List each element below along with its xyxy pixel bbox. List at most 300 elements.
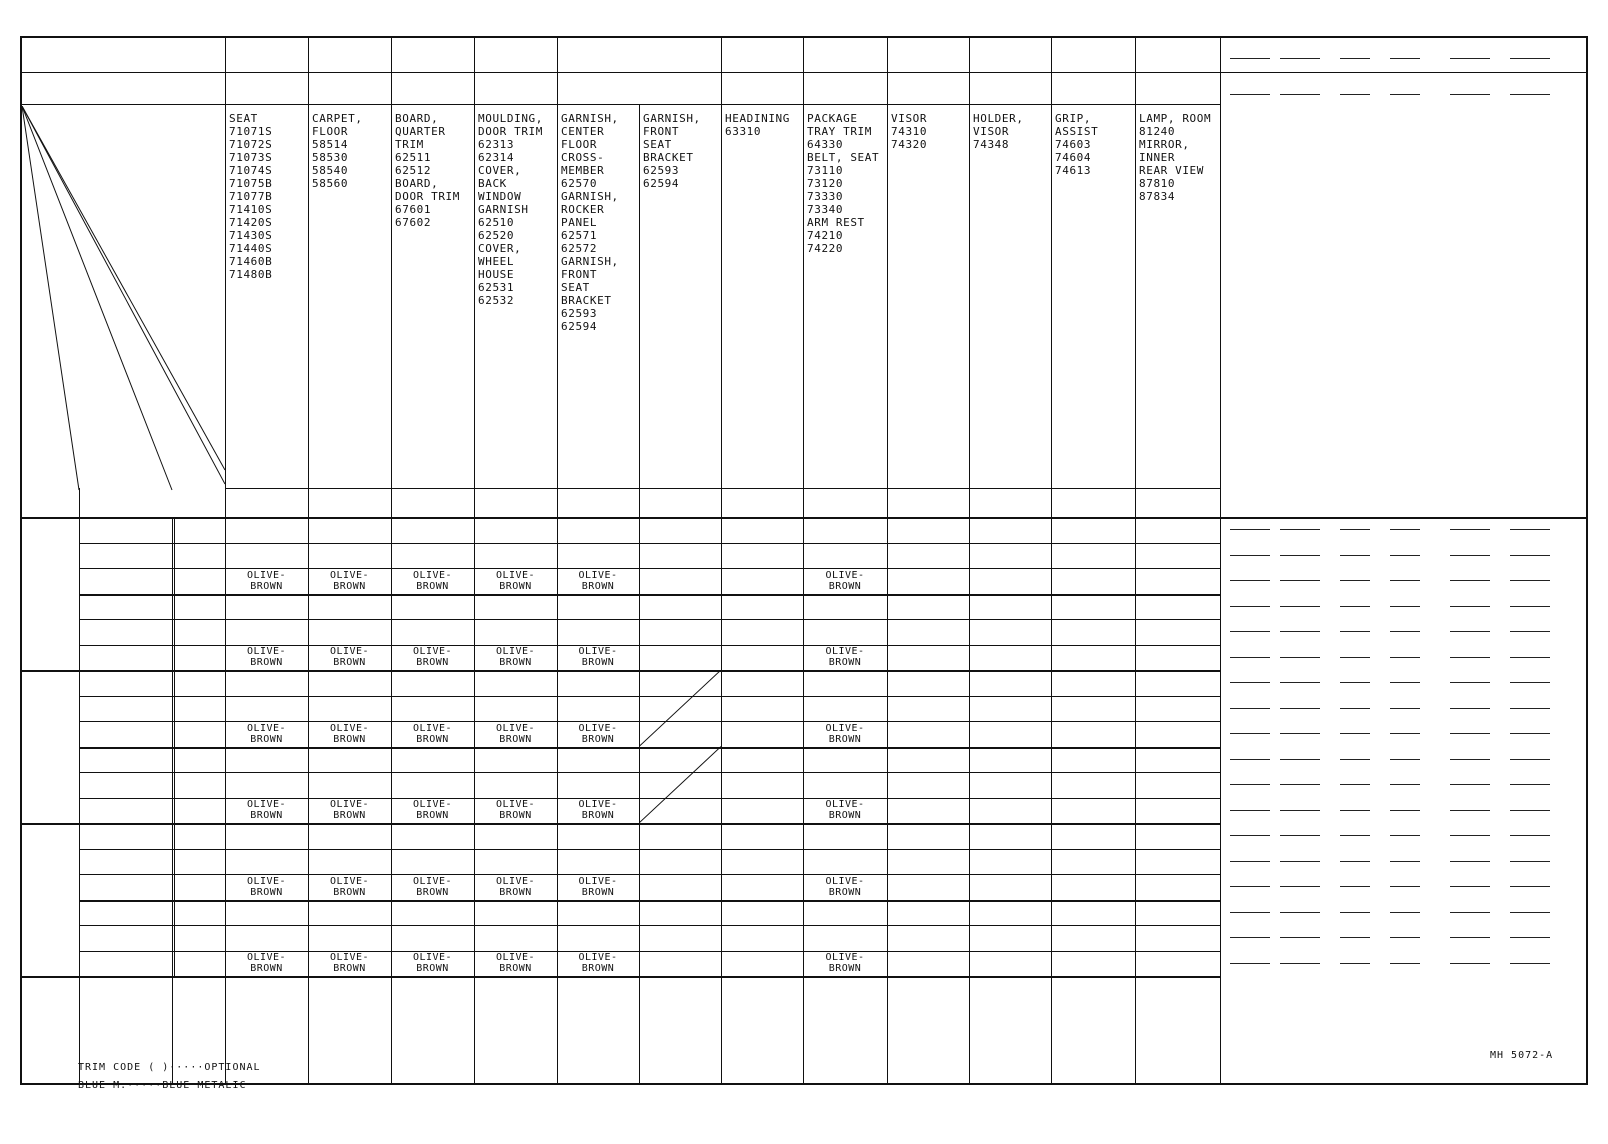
color-value	[1135, 849, 1220, 875]
color-value	[557, 670, 639, 696]
color-value	[391, 721, 474, 747]
parts-entry: TRIM	[395, 138, 424, 151]
column-prod-date	[969, 72, 1051, 104]
color-value	[225, 951, 308, 977]
seat-material	[174, 900, 225, 977]
color-value	[225, 925, 308, 951]
parts-entry: CARPET,	[312, 112, 363, 125]
color-value	[887, 849, 969, 875]
color-value-line: BROWN	[581, 733, 615, 745]
color-value	[803, 670, 887, 696]
color-value-line: OLIVE-	[578, 646, 618, 658]
parts-list-c11	[1139, 112, 1216, 203]
color-value	[308, 721, 391, 747]
color-value	[969, 772, 1051, 798]
color-value	[474, 772, 557, 798]
color-value-line: BROWN	[416, 963, 449, 975]
color-value	[969, 823, 1051, 849]
color-value	[1135, 619, 1220, 645]
color-value	[308, 951, 391, 977]
color-value-line: BROWN	[499, 657, 532, 669]
diagonal-line	[22, 106, 225, 484]
color-value	[969, 619, 1051, 645]
color-value	[1135, 670, 1220, 696]
color-value	[969, 874, 1051, 900]
blank-entry-line	[1390, 94, 1420, 95]
color-value	[803, 823, 887, 849]
parts-entry: 71410S	[229, 203, 273, 216]
rule-line	[22, 104, 1220, 105]
color-value	[308, 747, 391, 773]
color-value	[721, 543, 803, 569]
blank-entry-line	[1230, 529, 1270, 530]
color-value	[721, 721, 803, 747]
not-applicable-slashes	[639, 670, 721, 823]
color-value	[557, 798, 639, 824]
color-value-line: BROWN	[499, 733, 532, 745]
color-value	[474, 543, 557, 569]
blank-entry-line	[1280, 733, 1320, 734]
blank-entry-line	[1510, 861, 1550, 862]
color-value-line: OLIVE-	[825, 952, 865, 964]
color-value	[639, 568, 721, 594]
parts-entry: 62571	[561, 229, 598, 242]
color-value	[225, 747, 308, 773]
grade-name	[22, 517, 79, 670]
blank-entry-line	[1450, 810, 1490, 811]
parts-entry: 58560	[312, 177, 349, 190]
color-value	[474, 670, 557, 696]
color-value	[1135, 517, 1220, 543]
blank-entry-line	[1340, 937, 1370, 938]
parts-entry: 62532	[478, 294, 515, 307]
color-value	[474, 721, 557, 747]
color-value-line: OLIVE-	[495, 569, 536, 581]
color-value	[803, 874, 887, 900]
slash-line	[639, 747, 721, 824]
parts-entry: 62593	[643, 164, 680, 177]
trim-code	[79, 645, 172, 671]
color-value	[1135, 645, 1220, 671]
column-prod-date	[225, 72, 308, 104]
color-value	[803, 849, 887, 875]
color-value	[391, 594, 474, 620]
color-value	[721, 823, 803, 849]
color-value	[887, 517, 969, 543]
color-name-header	[1051, 488, 1135, 517]
prod-date-header	[22, 72, 225, 104]
blank-entry-line	[1280, 631, 1320, 632]
rule-line	[22, 976, 1220, 978]
blank-entry-line	[1230, 631, 1270, 632]
color-value-line: BROWN	[416, 580, 449, 592]
parts-list-c1	[229, 112, 304, 281]
parts-entry: SEAT	[643, 138, 672, 151]
parts-entry: 81240	[1139, 125, 1176, 138]
color-value-line: BROWN	[333, 810, 366, 822]
column-number	[721, 38, 803, 72]
color-value	[391, 517, 474, 543]
grade-name	[22, 823, 79, 976]
color-value-line: OLIVE-	[578, 875, 618, 887]
color-value	[225, 670, 308, 696]
blank-entry-line	[1450, 733, 1490, 734]
parts-entry: 71420S	[229, 216, 273, 229]
column-prod-date	[803, 72, 887, 104]
column-number	[391, 38, 474, 72]
color-value-line: OLIVE-	[495, 952, 536, 964]
color-value-line: BROWN	[250, 657, 283, 669]
blank-entry-line	[1230, 784, 1270, 785]
color-value	[887, 925, 969, 951]
color-value-line: BROWN	[333, 580, 366, 592]
parts-entry: 74320	[891, 138, 928, 151]
color-value	[1135, 772, 1220, 798]
document-code: MH 5072-A	[1490, 1050, 1554, 1061]
color-value	[308, 849, 391, 875]
no-header	[22, 38, 225, 72]
parts-entry: 62520	[478, 229, 515, 242]
color-value	[308, 823, 391, 849]
trim-code	[79, 900, 172, 926]
column-prod-date	[391, 72, 474, 104]
blank-entry-line	[1450, 529, 1490, 530]
parts-entry: 71077B	[229, 190, 273, 203]
color-value-line: OLIVE-	[825, 722, 865, 734]
color-value	[887, 900, 969, 926]
blank-entry-line	[1340, 861, 1370, 862]
color-value-line: BROWN	[581, 580, 615, 592]
color-value	[1051, 568, 1135, 594]
color-value	[721, 849, 803, 875]
color-value	[474, 645, 557, 671]
parts-list-c5b	[643, 112, 717, 190]
color-value	[803, 951, 887, 977]
parts-entry: GRIP,	[1055, 112, 1092, 125]
blank-entry-line	[1510, 606, 1550, 607]
parts-entry: ARM REST	[807, 216, 865, 229]
color-name-header	[639, 488, 721, 517]
parts-entry: 71430S	[229, 229, 273, 242]
footnote-blue-metalic: BLUE M.·····BLUE METALIC	[78, 1080, 247, 1091]
parts-entry: 73120	[807, 177, 844, 190]
parts-entry: 71075B	[229, 177, 273, 190]
color-value	[639, 874, 721, 900]
parts-entry: BOARD,	[395, 177, 439, 190]
color-value	[969, 900, 1051, 926]
parts-entry: 71071S	[229, 125, 273, 138]
color-value-line: BROWN	[828, 886, 862, 898]
blank-entry-line	[1230, 963, 1270, 964]
color-value	[803, 594, 887, 620]
blank-entry-line	[1390, 733, 1420, 734]
parts-list-c5a	[561, 112, 635, 333]
color-value	[474, 823, 557, 849]
column-number	[803, 38, 887, 72]
parts-entry: GARNISH	[478, 203, 529, 216]
color-value	[969, 568, 1051, 594]
column-prod-date	[308, 72, 391, 104]
blank-entry-line	[1340, 529, 1370, 530]
column-prod-date	[557, 72, 721, 104]
color-value-line: OLIVE-	[495, 799, 536, 811]
color-value	[557, 594, 639, 620]
color-value	[474, 747, 557, 773]
blank-entry-line	[1390, 580, 1420, 581]
parts-entry: 62570	[561, 177, 598, 190]
color-value	[1135, 721, 1220, 747]
parts-entry: 74310	[891, 125, 928, 138]
blank-entry-line	[1340, 682, 1370, 683]
column-number	[225, 38, 308, 72]
diagonal-line	[22, 106, 79, 490]
parts-entry: 74210	[807, 229, 844, 242]
blank-entry-line	[1230, 580, 1270, 581]
blank-entry-line	[1230, 759, 1270, 760]
color-value	[474, 696, 557, 722]
color-value	[557, 645, 639, 671]
color-value	[557, 874, 639, 900]
color-name-header	[474, 488, 557, 517]
blank-entry-line	[1230, 937, 1270, 938]
color-value	[639, 594, 721, 620]
blank-entry-line	[1340, 657, 1370, 658]
color-value	[557, 543, 639, 569]
parts-entry: 71073S	[229, 151, 273, 164]
color-value	[887, 951, 969, 977]
color-value	[721, 900, 803, 926]
blank-entry-line	[1340, 912, 1370, 913]
color-value	[557, 747, 639, 773]
parts-list-c3	[395, 112, 470, 229]
color-value-line: BROWN	[499, 580, 532, 592]
column-number	[557, 38, 721, 72]
color-value-line: BROWN	[828, 580, 862, 592]
color-value	[225, 645, 308, 671]
parts-entry: CROSS-	[561, 151, 605, 164]
parts-entry: ROCKER	[561, 203, 605, 216]
color-value	[225, 568, 308, 594]
seat-material	[174, 594, 225, 671]
parts-entry: 87834	[1139, 190, 1176, 203]
parts-entry: PANEL	[561, 216, 598, 229]
parts-entry: 62313	[478, 138, 515, 151]
color-value	[639, 925, 721, 951]
color-value	[887, 543, 969, 569]
parts-entry: HOLDER,	[973, 112, 1024, 125]
color-value	[803, 696, 887, 722]
parts-entry: 73330	[807, 190, 844, 203]
blank-entry-line	[1390, 912, 1420, 913]
parts-entry: WINDOW	[478, 190, 522, 203]
blank-entry-line	[1230, 94, 1270, 95]
parts-entry: TRAY TRIM	[807, 125, 873, 138]
color-value	[391, 747, 474, 773]
parts-list-c8	[891, 112, 965, 151]
color-value	[887, 874, 969, 900]
color-value	[474, 517, 557, 543]
color-value	[391, 543, 474, 569]
color-value	[1135, 594, 1220, 620]
note-floor-mat	[639, 420, 721, 448]
color-value	[474, 568, 557, 594]
trim-code	[79, 747, 172, 773]
blank-entry-line	[1230, 682, 1270, 683]
parts-entry: 58530	[312, 151, 349, 164]
blank-entry-line	[1510, 835, 1550, 836]
color-value	[721, 670, 803, 696]
blank-entry-line	[1280, 759, 1320, 760]
color-value	[969, 747, 1051, 773]
color-name-header	[1135, 488, 1220, 517]
color-value	[1135, 798, 1220, 824]
column-number	[474, 38, 557, 72]
seat-material	[174, 670, 225, 747]
parts-entry: 62512	[395, 164, 432, 177]
seat-material	[174, 747, 225, 824]
blank-entry-line	[1280, 835, 1320, 836]
color-value-line: BROWN	[416, 657, 449, 669]
parts-entry: 62572	[561, 242, 598, 255]
color-value	[308, 543, 391, 569]
blank-entry-line	[1450, 937, 1490, 938]
color-value-line: OLIVE-	[246, 952, 287, 964]
parts-list-c7	[807, 112, 883, 255]
parts-entry: 71072S	[229, 138, 273, 151]
blank-entry-line	[1280, 580, 1320, 581]
parts-entry: 58514	[312, 138, 349, 151]
color-value	[803, 747, 887, 773]
blank-entry-line	[1450, 580, 1490, 581]
trim-code	[79, 670, 172, 696]
color-value-line: OLIVE-	[246, 799, 287, 811]
blank-entry-line	[1390, 759, 1420, 760]
blank-entry-line	[1280, 708, 1320, 709]
color-value-line: OLIVE-	[412, 722, 453, 734]
parts-entry: 63310	[725, 125, 762, 138]
seat-material	[174, 517, 225, 594]
parts-entry: WHEEL	[478, 255, 515, 268]
color-value-line: BROWN	[581, 963, 615, 975]
color-value	[1051, 517, 1135, 543]
parts-entry: 74613	[1055, 164, 1092, 177]
parts-entry: MIRROR,	[1139, 138, 1190, 151]
color-value	[887, 696, 969, 722]
corner-diagonals	[22, 106, 225, 519]
color-value-line: OLIVE-	[246, 646, 287, 658]
color-value	[225, 721, 308, 747]
color-value	[308, 696, 391, 722]
trim-code	[79, 721, 172, 747]
blank-entry-line	[1450, 682, 1490, 683]
blank-entry-line	[1450, 631, 1490, 632]
color-value	[887, 670, 969, 696]
color-value	[557, 900, 639, 926]
color-value-line: OLIVE-	[329, 799, 370, 811]
color-value	[1051, 823, 1135, 849]
color-value-line: OLIVE-	[578, 722, 618, 734]
blank-entry-line	[1340, 606, 1370, 607]
parts-entry: GARNISH,	[561, 255, 619, 268]
blank-entry-line	[1280, 886, 1320, 887]
blank-entry-line	[1280, 529, 1320, 530]
color-value	[308, 925, 391, 951]
color-value-line: BROWN	[499, 810, 532, 822]
parts-entry: 71440S	[229, 242, 273, 255]
column-divider	[172, 517, 173, 1083]
parts-entry: 71480B	[229, 268, 273, 281]
color-value-line: OLIVE-	[412, 875, 453, 887]
color-value	[557, 772, 639, 798]
color-value	[225, 619, 308, 645]
parts-entry: BELT, SEAT	[807, 151, 880, 164]
trim-code	[79, 849, 172, 875]
parts-entry: 74603	[1055, 138, 1092, 151]
color-value	[1051, 951, 1135, 977]
blank-entry-line	[1280, 94, 1320, 95]
trim-code	[79, 874, 172, 900]
parts-entry: 62511	[395, 151, 432, 164]
color-value	[721, 925, 803, 951]
color-value-line: BROWN	[250, 886, 283, 898]
blank-entry-line	[1510, 657, 1550, 658]
color-value	[391, 670, 474, 696]
blank-entry-line	[1230, 555, 1270, 556]
color-name-header	[721, 488, 803, 517]
column-prod-date	[1051, 72, 1135, 104]
blank-entry-line	[1390, 657, 1420, 658]
blank-entry-line	[1510, 631, 1550, 632]
color-value	[803, 568, 887, 594]
color-value	[557, 568, 639, 594]
parts-entry: ASSIST	[1055, 125, 1099, 138]
parts-list-c9	[973, 112, 1047, 151]
parts-entry: 67602	[395, 216, 432, 229]
blank-entry-line	[1280, 555, 1320, 556]
blank-entry-line	[1340, 58, 1370, 59]
color-value	[557, 849, 639, 875]
color-value	[803, 900, 887, 926]
column-prod-date	[721, 72, 803, 104]
color-value	[391, 951, 474, 977]
blank-entry-line	[1390, 529, 1420, 530]
parts-entry: GARNISH,	[643, 112, 701, 125]
color-value-line: BROWN	[828, 810, 862, 822]
color-value	[803, 721, 887, 747]
color-value-line: BROWN	[416, 733, 449, 745]
blank-entry-line	[1510, 912, 1550, 913]
color-value	[1051, 849, 1135, 875]
blank-entry-line	[1230, 733, 1270, 734]
blank-entry-line	[1450, 835, 1490, 836]
parts-entry: SEAT	[561, 281, 590, 294]
color-value	[639, 517, 721, 543]
color-value	[1051, 772, 1135, 798]
parts-entry: BACK	[478, 177, 507, 190]
parts-entry: DOOR TRIM	[395, 190, 461, 203]
trim-code	[79, 696, 172, 722]
parts-entry: BRACKET	[643, 151, 694, 164]
parts-entry: 87810	[1139, 177, 1176, 190]
color-value	[721, 798, 803, 824]
color-value-line: BROWN	[416, 886, 449, 898]
trim-code	[79, 517, 172, 543]
blank-entry-line	[1340, 94, 1370, 95]
trim-code	[79, 925, 172, 951]
color-value	[1051, 721, 1135, 747]
blank-entry-line	[1450, 963, 1490, 964]
color-value	[225, 798, 308, 824]
